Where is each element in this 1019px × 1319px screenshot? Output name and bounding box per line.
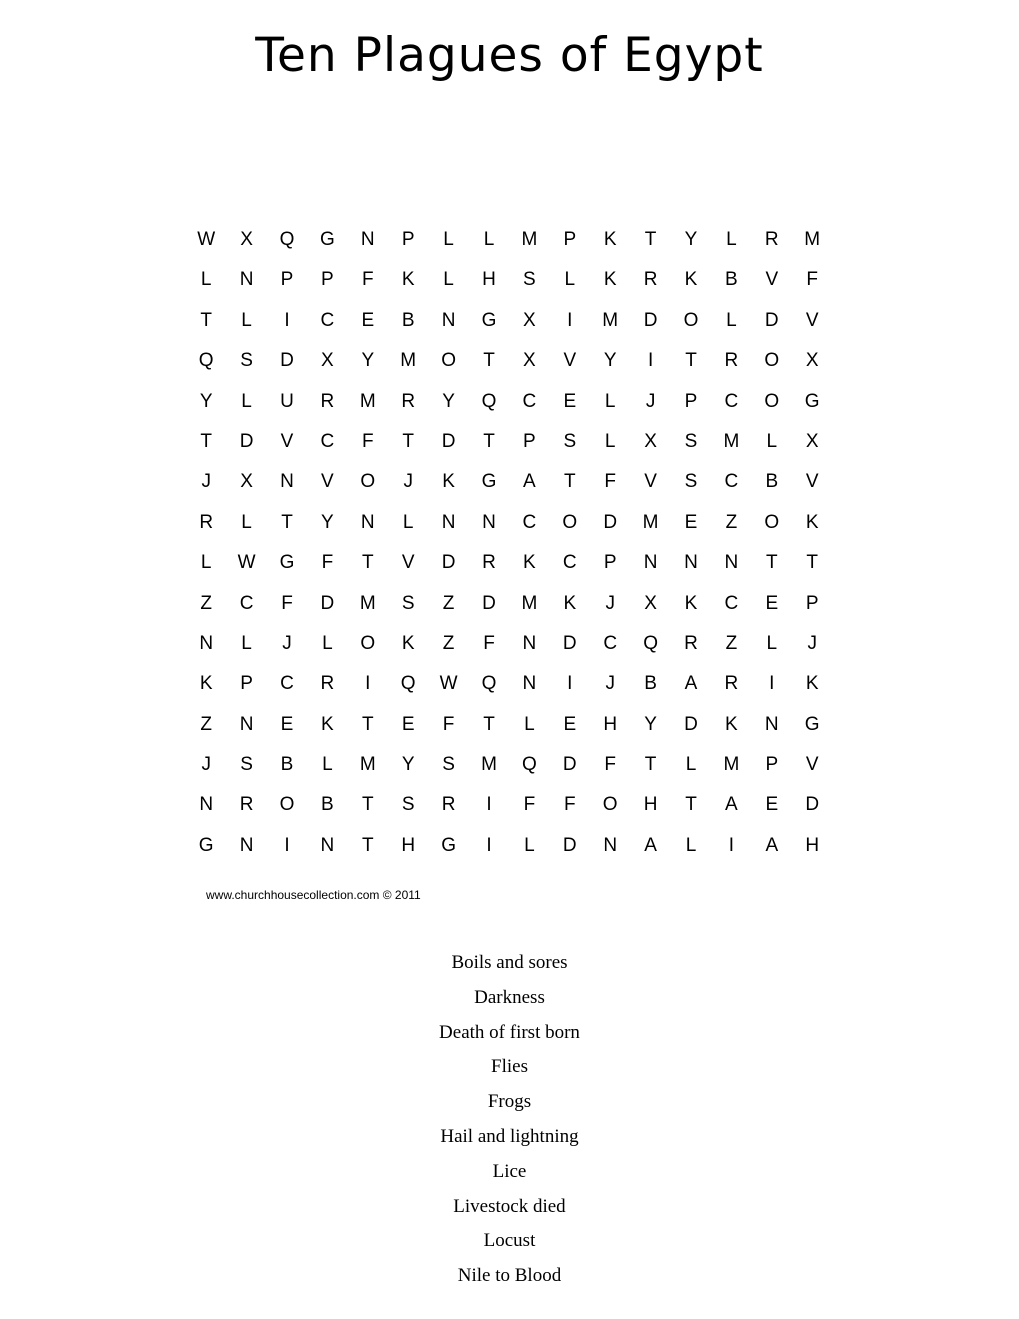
grid-letter: L: [322, 632, 333, 654]
grid-letter: G: [804, 713, 820, 735]
word-list-item: Frogs: [487, 1091, 532, 1113]
grid-letter: V: [280, 430, 294, 452]
grid-letter: S: [684, 471, 698, 493]
grid-letter: E: [563, 390, 577, 412]
grid-letter: D: [684, 713, 698, 735]
grid-letter: Q: [643, 632, 658, 654]
grid-letter: R: [401, 390, 416, 412]
grid-letter: Z: [200, 592, 212, 614]
grid-letter: Z: [442, 632, 455, 654]
grid-row: [186, 705, 832, 745]
grid-letter: S: [442, 754, 455, 776]
grid-letter: W: [237, 552, 256, 574]
grid-letter: F: [361, 269, 374, 291]
grid-letter: E: [280, 713, 294, 735]
grid-letter: I: [486, 834, 492, 856]
grid-letter: X: [644, 430, 657, 452]
grid-letter: M: [642, 511, 659, 533]
grid-letter: G: [441, 834, 456, 856]
grid-letter: A: [684, 673, 698, 695]
grid-letter: N: [603, 834, 618, 856]
grid-letter: S: [401, 794, 415, 816]
grid-letter: S: [684, 430, 698, 452]
grid-letter: L: [322, 754, 333, 776]
grid-letter: W: [197, 229, 216, 250]
grid-letter: R: [239, 794, 254, 816]
grid-letter: F: [604, 471, 616, 493]
grid-letter: U: [280, 390, 294, 412]
grid-letter: C: [320, 309, 335, 331]
grid-row: [186, 785, 832, 825]
grid-row: [186, 503, 832, 543]
grid-letter: L: [766, 430, 778, 452]
grid-letter: K: [684, 592, 698, 614]
grid-letter: R: [643, 269, 658, 291]
grid-letter: I: [284, 834, 290, 856]
grid-letter: T: [644, 229, 657, 250]
grid-letter: C: [603, 632, 618, 654]
grid-letter: L: [241, 511, 252, 533]
grid-letter: T: [685, 350, 697, 372]
grid-letter: N: [441, 309, 456, 331]
grid-letter: V: [644, 471, 657, 493]
grid-letter: F: [523, 794, 536, 816]
grid-letter: P: [401, 229, 415, 250]
word-list-item: Flies: [491, 1056, 528, 1078]
grid-letter: S: [240, 754, 253, 776]
grid-letter: L: [685, 834, 697, 856]
grid-letter: L: [241, 632, 252, 654]
grid-letter: T: [361, 552, 374, 574]
grid-letter: R: [441, 794, 456, 816]
grid-letter: J: [645, 390, 656, 412]
grid-letter: M: [602, 309, 619, 331]
grid-letter: X: [523, 309, 536, 331]
grid-letter: F: [442, 713, 455, 735]
word-list-item: Death of first born: [439, 1021, 580, 1043]
grid-letter: H: [603, 713, 618, 735]
grid-letter: J: [605, 673, 615, 695]
grid-letter: N: [199, 632, 214, 654]
grid-letter: T: [685, 794, 697, 816]
grid-letter: I: [728, 834, 735, 856]
grid-letter: N: [360, 229, 375, 250]
grid-letter: F: [281, 592, 293, 614]
grid-letter: M: [723, 754, 740, 776]
grid-letter: B: [725, 269, 738, 291]
grid-letter: A: [523, 471, 536, 493]
grid-letter: S: [563, 430, 577, 452]
grid-letter: H: [401, 834, 416, 856]
grid-letter: K: [442, 471, 455, 493]
grid-letter: O: [683, 309, 699, 331]
grid-row: [186, 664, 832, 704]
grid-letter: T: [361, 794, 374, 816]
grid-letter: G: [804, 390, 820, 412]
grid-letter: I: [769, 673, 775, 695]
grid-letter: N: [239, 713, 254, 735]
grid-letter: K: [603, 229, 617, 250]
grid-letter: L: [766, 632, 778, 654]
grid-row: [186, 220, 832, 260]
grid-letter: J: [201, 471, 211, 493]
grid-letter: Z: [442, 592, 455, 614]
grid-letter: L: [726, 229, 737, 250]
grid-letter: V: [805, 309, 819, 331]
grid-letter: Q: [198, 350, 214, 372]
grid-letter: C: [522, 511, 537, 533]
grid-letter: N: [684, 552, 698, 574]
grid-letter: O: [441, 350, 456, 372]
grid-row: [186, 462, 832, 502]
grid-letter: I: [284, 309, 290, 331]
grid-letter: J: [605, 592, 615, 614]
grid-letter: C: [239, 592, 254, 614]
grid-letter: N: [280, 471, 294, 493]
grid-letter: O: [360, 471, 376, 493]
grid-letter: I: [365, 673, 371, 695]
grid-letter: D: [764, 309, 779, 331]
grid-letter: G: [279, 552, 295, 574]
grid-letter: M: [359, 592, 376, 614]
grid-letter: T: [281, 511, 293, 533]
grid-letter: C: [724, 471, 739, 493]
grid-letter: B: [765, 471, 779, 493]
grid-letter: Y: [644, 713, 657, 735]
grid-letter: Z: [725, 632, 738, 654]
grid-letter: C: [280, 673, 294, 695]
grid-letter: M: [521, 229, 538, 250]
grid-letter: L: [200, 269, 212, 291]
grid-letter: D: [643, 309, 658, 331]
grid-letter: L: [604, 430, 616, 452]
grid-letter: J: [403, 471, 413, 493]
grid-letter: N: [441, 511, 456, 533]
grid-letter: P: [523, 430, 536, 452]
grid-letter: T: [361, 713, 374, 735]
grid-letter: A: [644, 834, 657, 856]
grid-letter: L: [726, 309, 737, 331]
grid-letter: R: [724, 673, 739, 695]
grid-row: [186, 543, 832, 583]
grid-letter: P: [603, 552, 617, 574]
grid-letter: D: [320, 592, 335, 614]
grid-letter: P: [805, 592, 819, 614]
grid-letter: K: [401, 632, 415, 654]
grid-letter: T: [483, 713, 495, 735]
grid-letter: Q: [400, 673, 416, 695]
grid-letter: L: [564, 269, 576, 291]
grid-letter: P: [684, 390, 698, 412]
grid-letter: O: [764, 350, 780, 372]
grid-letter: G: [198, 834, 214, 856]
grid-letter: R: [684, 632, 698, 654]
grid-letter: V: [805, 471, 819, 493]
grid-letter: I: [567, 309, 573, 331]
grid-letter: T: [361, 834, 374, 856]
grid-letter: T: [644, 754, 657, 776]
grid-letter: M: [723, 430, 740, 452]
grid-letter: O: [602, 794, 618, 816]
grid-letter: I: [486, 794, 492, 816]
grid-letter: Y: [442, 390, 455, 412]
grid-letter: B: [644, 673, 657, 695]
grid-letter: R: [320, 673, 335, 695]
grid-letter: X: [805, 430, 819, 452]
grid-letter: H: [805, 834, 820, 856]
grid-letter: Y: [603, 350, 617, 372]
grid-letter: X: [240, 471, 253, 493]
grid-letter: Q: [481, 673, 497, 695]
grid-letter: F: [563, 794, 576, 816]
grid-letter: M: [521, 592, 538, 614]
grid-letter: J: [807, 632, 817, 654]
grid-letter: R: [482, 552, 496, 574]
grid-letter: K: [805, 511, 819, 533]
grid-letter: E: [401, 713, 415, 735]
grid-letter: C: [522, 390, 537, 412]
grid-letter: Z: [725, 511, 738, 533]
word-list: [0, 946, 1019, 1294]
grid-letter: N: [643, 552, 658, 574]
grid-letter: D: [441, 552, 456, 574]
grid-letter: G: [319, 229, 335, 250]
grid-letter: O: [764, 390, 780, 412]
grid-row: [186, 382, 832, 422]
grid-letter: X: [644, 592, 657, 614]
grid-letter: K: [684, 269, 698, 291]
page-title: Ten Plagues of Egypt: [255, 28, 764, 83]
grid-row: [186, 341, 832, 381]
word-list-item: Lice: [492, 1160, 527, 1182]
grid-letter: N: [482, 511, 496, 533]
grid-letter: N: [199, 794, 214, 816]
grid-letter: E: [361, 309, 375, 331]
grid-letter: F: [806, 269, 818, 291]
grid-letter: N: [239, 834, 254, 856]
grid-letter: X: [523, 350, 536, 372]
grid-letter: B: [280, 754, 294, 776]
grid-letter: S: [401, 592, 415, 614]
grid-letter: N: [522, 632, 537, 654]
grid-letter: D: [562, 754, 577, 776]
grid-letter: D: [280, 350, 294, 372]
grid-letter: F: [361, 430, 374, 452]
grid-letter: R: [320, 390, 335, 412]
grid-letter: Q: [279, 229, 295, 250]
grid-letter: P: [321, 269, 334, 291]
grid-row: [186, 260, 832, 300]
grid-letter: F: [321, 552, 334, 574]
grid-letter: K: [725, 713, 738, 735]
grid-letter: M: [359, 390, 376, 412]
grid-row: [186, 745, 832, 785]
grid-letter: T: [402, 430, 414, 452]
grid-letter: D: [441, 430, 456, 452]
grid-letter: A: [765, 834, 779, 856]
grid-letter: C: [562, 552, 577, 574]
grid-letter: M: [481, 754, 497, 776]
copyright-credit: www.churchhousecollection.com © 2011: [206, 888, 421, 902]
grid-letter: T: [806, 552, 818, 574]
grid-letter: V: [321, 471, 334, 493]
grid-letter: L: [685, 754, 697, 776]
grid-letter: I: [567, 673, 573, 695]
grid-letter: Y: [361, 350, 375, 372]
grid-letter: K: [401, 269, 415, 291]
grid-letter: M: [400, 350, 417, 372]
grid-letter: L: [443, 229, 454, 250]
grid-letter: L: [241, 309, 252, 331]
grid-letter: O: [764, 511, 780, 533]
grid-row: [186, 301, 832, 341]
grid-letter: J: [282, 632, 292, 654]
grid-letter: L: [524, 834, 535, 856]
grid-letter: E: [765, 592, 779, 614]
grid-letter: S: [240, 350, 253, 372]
grid-letter: H: [482, 269, 496, 291]
grid-letter: F: [483, 632, 495, 654]
word-search-grid: [186, 220, 832, 866]
grid-letter: N: [764, 713, 779, 735]
grid-letter: V: [401, 552, 415, 574]
grid-letter: K: [199, 673, 213, 695]
grid-letter: C: [724, 592, 739, 614]
grid-letter: T: [483, 430, 495, 452]
grid-letter: P: [280, 269, 294, 291]
grid-letter: O: [562, 511, 578, 533]
grid-letter: D: [562, 834, 577, 856]
grid-letter: O: [279, 794, 295, 816]
grid-letter: L: [443, 269, 454, 291]
word-list-item: Darkness: [474, 986, 545, 1008]
grid-letter: P: [240, 673, 253, 695]
grid-letter: N: [724, 552, 739, 574]
grid-letter: T: [200, 430, 212, 452]
grid-letter: X: [805, 350, 819, 372]
grid-row: [186, 584, 832, 624]
grid-letter: W: [439, 673, 458, 695]
grid-letter: N: [239, 269, 254, 291]
grid-letter: N: [522, 673, 537, 695]
grid-letter: P: [765, 754, 779, 776]
grid-letter: L: [402, 511, 414, 533]
grid-letter: B: [401, 309, 415, 331]
grid-letter: D: [805, 794, 820, 816]
grid-letter: Y: [684, 229, 698, 250]
grid-letter: V: [765, 269, 779, 291]
grid-letter: N: [360, 511, 375, 533]
grid-letter: L: [200, 552, 212, 574]
grid-letter: K: [805, 673, 819, 695]
grid-letter: T: [200, 309, 212, 331]
grid-letter: M: [359, 754, 376, 776]
grid-letter: R: [764, 229, 779, 250]
grid-letter: D: [239, 430, 254, 452]
grid-letter: I: [647, 350, 654, 372]
grid-letter: T: [563, 471, 576, 493]
grid-letter: O: [360, 632, 376, 654]
grid-letter: G: [481, 471, 497, 493]
grid-letter: Z: [200, 713, 212, 735]
grid-letter: X: [240, 229, 253, 250]
grid-letter: E: [563, 713, 577, 735]
grid-letter: T: [483, 350, 495, 372]
grid-letter: C: [320, 430, 335, 452]
word-list-item: Hail and lightning: [440, 1125, 579, 1147]
grid-letter: J: [201, 754, 211, 776]
grid-letter: B: [321, 794, 334, 816]
grid-row: [186, 826, 832, 866]
grid-letter: L: [241, 390, 252, 412]
grid-letter: Y: [321, 511, 334, 533]
grid-letter: G: [481, 309, 497, 331]
grid-letter: V: [563, 350, 577, 372]
grid-letter: K: [603, 269, 617, 291]
grid-letter: S: [523, 269, 536, 291]
grid-letter: V: [805, 754, 819, 776]
grid-letter: L: [604, 390, 616, 412]
word-list-item: Locust: [483, 1230, 536, 1252]
grid-letter: X: [321, 350, 334, 372]
grid-letter: K: [321, 713, 334, 735]
grid-letter: R: [199, 511, 214, 533]
grid-letter: D: [482, 592, 496, 614]
grid-letter: L: [524, 713, 535, 735]
grid-letter: D: [603, 511, 618, 533]
grid-letter: Q: [521, 754, 537, 776]
word-list-item: Boils and sores: [451, 952, 568, 973]
grid-letter: Y: [199, 390, 213, 412]
grid-letter: K: [563, 592, 577, 614]
grid-letter: K: [523, 552, 536, 574]
word-list-item: Nile to Blood: [457, 1265, 562, 1287]
grid-letter: E: [684, 511, 698, 533]
grid-letter: Y: [401, 754, 415, 776]
grid-letter: P: [563, 229, 577, 250]
grid-letter: C: [724, 390, 739, 412]
grid-row: [186, 422, 832, 462]
word-list-item: Livestock died: [453, 1195, 566, 1217]
grid-letter: F: [604, 754, 616, 776]
grid-letter: R: [724, 350, 739, 372]
grid-letter: L: [483, 229, 495, 250]
grid-letter: M: [804, 229, 821, 250]
grid-letter: T: [765, 552, 778, 574]
grid-letter: E: [765, 794, 779, 816]
grid-row: [186, 624, 832, 664]
grid-letter: H: [643, 794, 658, 816]
grid-letter: N: [320, 834, 335, 856]
grid-letter: Q: [481, 390, 497, 412]
grid-letter: A: [725, 794, 738, 816]
grid-letter: D: [562, 632, 577, 654]
